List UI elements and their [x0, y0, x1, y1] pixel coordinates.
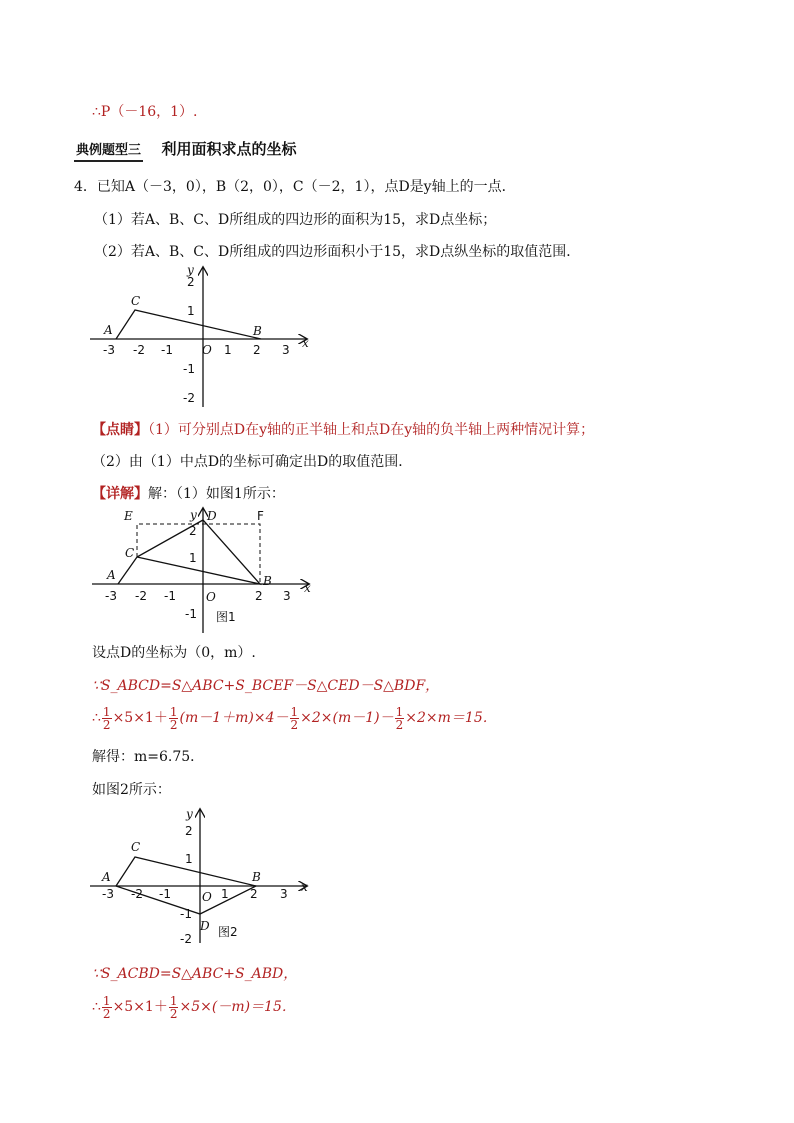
hint-text-1: （1）可分别点D在y轴的正半轴上和点D在y轴的负半轴上两种情况计算；	[148, 422, 595, 438]
area-equation-1: ∵S_ABCD=S△ABC+S_BCEF－S△CED－S△BDF，	[92, 678, 440, 694]
origin-label: O	[202, 343, 212, 357]
point-d-label: D	[207, 509, 217, 523]
coordinate-figure-1	[88, 505, 318, 637]
point-b-label: B	[263, 574, 272, 588]
problem-stem: 4．已知A（－3，0），B（2，0），C（－2，1），点D是y轴上的一点．	[74, 179, 516, 195]
point-f-label: F	[257, 509, 264, 523]
tick-x-1: 1	[224, 343, 232, 357]
area-equation-2: ∵S_ACBD=S△ABC+S_ABD，	[92, 966, 298, 982]
point-b-label: B	[252, 870, 261, 884]
tick-y-1: 1	[185, 852, 193, 866]
tick-x-3: 3	[283, 589, 291, 603]
eq1-term-4: ×2×m＝15．	[405, 710, 497, 726]
tick-x-neg1: -1	[159, 887, 171, 901]
set-d-line: 设点D的坐标为（0，m）.	[92, 645, 256, 661]
solution-intro-text: 解：（1）如图1所示：	[148, 486, 285, 502]
tick-x-2: 2	[255, 589, 263, 603]
frac-den: 2	[102, 1006, 111, 1021]
y-axis-label: y	[190, 508, 197, 522]
eq2-term-1: ×5×1＋	[112, 999, 168, 1015]
point-b-label: B	[253, 324, 262, 338]
point-c-label: C	[131, 294, 141, 308]
tick-x-neg1: -1	[164, 589, 176, 603]
tick-y-1: 1	[187, 304, 195, 318]
y-axis-label: y	[187, 263, 194, 277]
frac-num: 1	[395, 704, 404, 719]
tick-x-3: 3	[280, 887, 288, 901]
figure-1-caption: 图1	[216, 610, 236, 624]
tick-x-neg2: -2	[133, 343, 145, 357]
frac-den: 2	[395, 717, 404, 732]
figure-2-caption: 图2	[218, 925, 238, 939]
tick-y-neg1: -1	[185, 607, 197, 621]
tick-x-3: 3	[282, 343, 290, 357]
hint-label: 【点睛】	[92, 422, 148, 438]
therefore-symbol: ∴	[92, 710, 101, 726]
frac-den: 2	[169, 1006, 178, 1021]
tick-y-neg2: -2	[183, 391, 195, 405]
tick-y-neg2: -2	[180, 932, 192, 946]
origin-label: O	[202, 890, 212, 904]
conclusion-line: ∴P（－16，1）.	[92, 104, 198, 120]
tick-x-neg1: -1	[161, 343, 173, 357]
tick-x-neg2: -2	[131, 887, 143, 901]
tick-y-neg1: -1	[180, 907, 192, 921]
point-a-label: A	[104, 323, 113, 337]
equation-line-1	[92, 705, 497, 731]
tick-y-2: 2	[189, 524, 197, 538]
solved-line: 解得：m=6.75．	[92, 749, 205, 765]
coordinate-figure-2	[88, 806, 318, 946]
tick-x-neg3: -3	[102, 887, 114, 901]
tick-x-neg2: -2	[135, 589, 147, 603]
dashed-rect-ef	[137, 524, 260, 584]
problem-q2: （2）若A、B、C、D所组成的四边形面积小于15，求D点纵坐标的取值范围．	[94, 244, 581, 260]
point-c-label: C	[125, 546, 135, 560]
point-a-label: A	[102, 870, 111, 884]
fraction-half	[102, 706, 112, 731]
hint-text-2: （2）由（1）中点D的坐标可确定出D的取值范围．	[92, 454, 413, 470]
frac-den: 2	[169, 717, 178, 732]
frac-num: 1	[102, 993, 111, 1008]
hint-line-1	[92, 421, 594, 439]
x-axis-label: x	[304, 581, 311, 595]
y-axis-label: y	[186, 807, 193, 821]
eq1-term-1: ×5×1＋	[112, 710, 168, 726]
frac-num: 1	[169, 704, 178, 719]
therefore-symbol: ∴	[92, 999, 101, 1015]
tick-x-2: 2	[250, 887, 258, 901]
point-d-label: D	[200, 919, 210, 933]
fraction-half	[395, 706, 405, 731]
point-e-label: E	[124, 509, 133, 523]
point-c-label: C	[131, 840, 141, 854]
tick-y-1: 1	[189, 551, 197, 565]
frac-num: 1	[290, 704, 299, 719]
point-a-label: A	[107, 568, 116, 582]
problem-q1: （1）若A、B、C、D所组成的四边形的面积为15，求D点坐标；	[94, 212, 497, 228]
tick-y-neg1: -1	[183, 362, 195, 376]
tick-x-neg3: -3	[103, 343, 115, 357]
tick-x-2: 2	[253, 343, 261, 357]
tick-x-neg3: -3	[105, 589, 117, 603]
solution-intro	[92, 485, 285, 503]
tick-x-1: 1	[221, 887, 229, 901]
x-axis-label: x	[301, 880, 308, 894]
eq1-term-2: (m－1＋m)×4－	[179, 710, 289, 726]
tick-y-2: 2	[187, 275, 195, 289]
equation-line-2	[92, 994, 296, 1020]
fraction-half	[102, 995, 112, 1020]
figure-2-intro: 如图2所示：	[92, 782, 171, 798]
tick-y-2: 2	[185, 824, 193, 838]
frac-num: 1	[102, 704, 111, 719]
frac-den: 2	[290, 717, 299, 732]
section-title: 利用面积求点的坐标	[161, 140, 297, 158]
section-badge: 典例题型三	[74, 142, 143, 162]
x-axis-label: x	[302, 336, 309, 350]
eq1-term-3: ×2×(m－1)－	[300, 710, 394, 726]
section-header	[74, 140, 296, 162]
fraction-half	[169, 995, 179, 1020]
coordinate-figure-problem	[88, 262, 318, 412]
fraction-half	[169, 706, 179, 731]
eq2-term-2: ×5×(－m)＝15．	[179, 999, 296, 1015]
origin-label: O	[206, 590, 216, 604]
frac-num: 1	[169, 993, 178, 1008]
solution-label: 【详解】	[92, 486, 148, 502]
fraction-half	[290, 706, 300, 731]
frac-den: 2	[102, 717, 111, 732]
